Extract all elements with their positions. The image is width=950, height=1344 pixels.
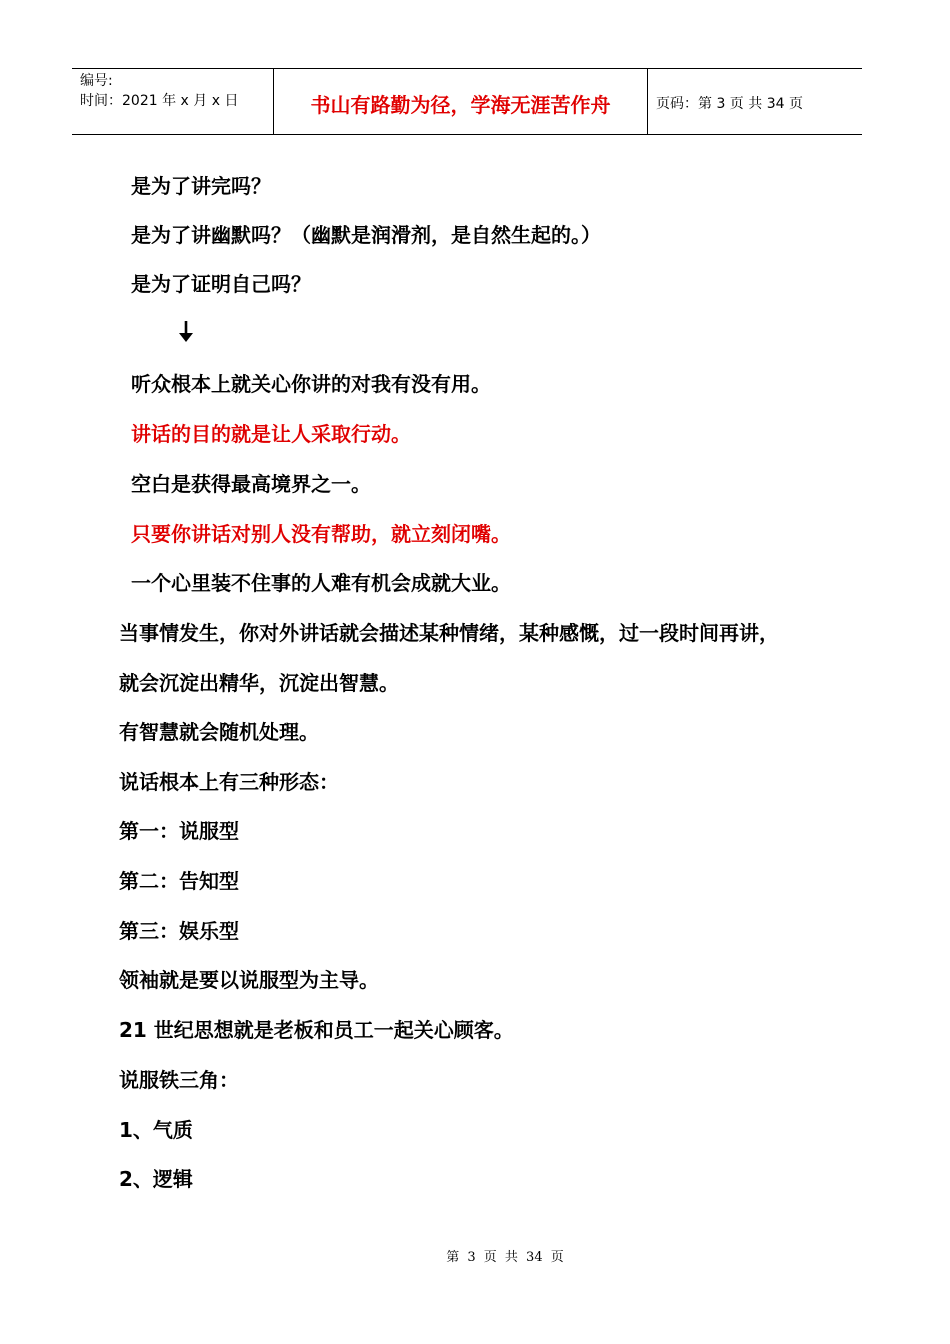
body-line: 一个心里装不住事的人难有机会成就大业。 — [131, 571, 511, 595]
page-footer — [0, 1246, 950, 1265]
body-line: 就会沉淀出精华，沉淀出智慧。 — [119, 671, 399, 695]
highlight-line: 讲话的目的就是让人采取行动。 — [131, 422, 411, 446]
body-line: 是为了讲完吗？ — [131, 174, 271, 198]
body-line: 听众根本上就关心你讲的对我有没有用。 — [131, 372, 491, 396]
body-line: 说话根本上有三种形态： — [119, 770, 339, 794]
body-line: 空白是获得最高境界之一。 — [131, 472, 371, 496]
body-line: 领袖就是要以说服型为主导。 — [119, 968, 379, 992]
highlight-line: 只要你讲话对别人没有帮助，就立刻闭嘴。 — [131, 522, 511, 546]
body-line: 是为了讲幽默吗？（幽默是润滑剂，是自然生起的。） — [131, 223, 601, 247]
motto-text: 书山有路勤为径，学海无涯苦作舟 — [310, 93, 611, 117]
body-line: 2、逻辑 — [119, 1167, 193, 1191]
body-line: 第二：告知型 — [119, 869, 239, 893]
body-line: 1、气质 — [119, 1118, 193, 1142]
header-page-info — [648, 69, 862, 134]
body-line: 第三：娱乐型 — [119, 919, 239, 943]
document-number-label: 编号: — [80, 73, 113, 89]
body-line: 21 世纪思想就是老板和员工一起关心顾客。 — [119, 1018, 514, 1042]
document-time: 时间：2021 年 x 月 x 日 — [80, 93, 239, 109]
body-line: 第一：说服型 — [119, 819, 239, 843]
page-header — [72, 68, 862, 135]
body-line: 是为了证明自己吗？ — [131, 272, 311, 296]
body-line: 当事情发生，你对外讲话就会描述某种情绪，某种感慨，过一段时间再讲， — [119, 621, 779, 645]
body-line: 有智慧就会随机处理。 — [119, 720, 319, 744]
header-motto — [273, 69, 648, 134]
header-meta — [72, 69, 273, 134]
body-line: 说服铁三角： — [119, 1068, 239, 1092]
footer-page-number: 第 3 页 共 34 页 — [446, 1250, 564, 1265]
down-arrow-icon — [176, 318, 196, 344]
page-info-text: 页码：第 3 页 共 34 页 — [656, 95, 803, 112]
